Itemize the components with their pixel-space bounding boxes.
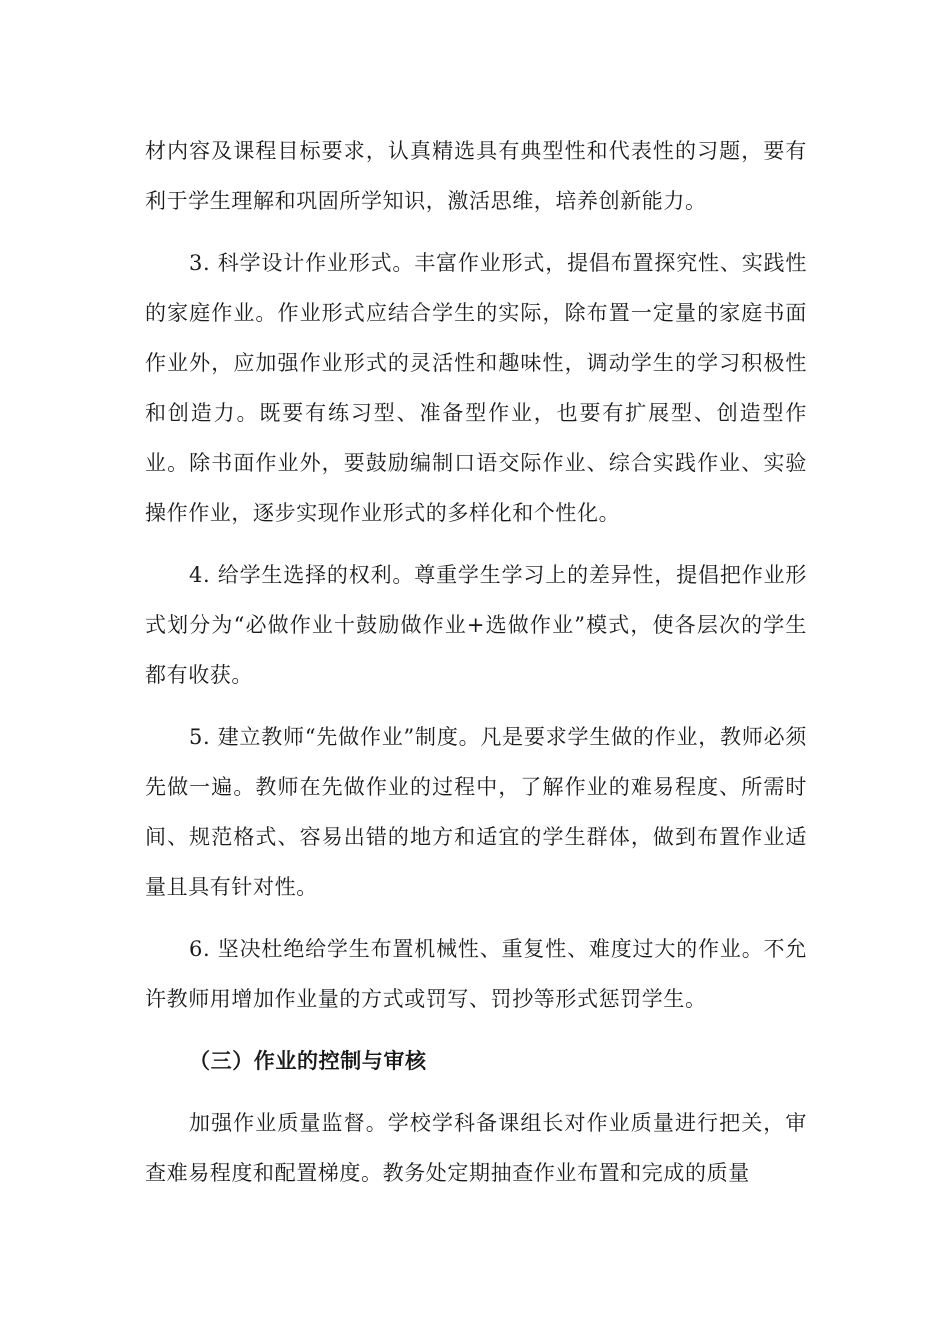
paragraph-item-6: 6. 坚决杜绝给学生布置机械性、重复性、难度过大的作业。不允许教师用增加作业量的方式或罚写、罚抄等形式惩罚学生。 — [145, 937, 807, 1011]
paragraph-item-4: 4. 给学生选择的权利。尊重学生学习上的差异性，提倡把作业形式划分为“必做作业十鼓励做作业+选做作业”模式，使各层次的学生都有收获。 — [145, 563, 807, 687]
paragraph-item-3: 3. 科学设计作业形式。丰富作业形式，提倡布置探究性、实践性的家庭作业。作业形式应结合学生的实际，除布置一定量的家庭书面作业外，应加强作业形式的灵活性和趣味性，调动学生的学习积极性和创造力。既要有练习型、准备型作业，也要有扩展型、创造型作业。除书面作业外，要鼓励编制口语交际作业、综合实践作业、实验操作作业，逐步实现作业形式的多样化和个性化。 — [145, 251, 807, 525]
section-heading: （三）作业的控制与审核 — [189, 1048, 427, 1073]
paragraph-item-5: 5. 建立教师“先做作业”制度。凡是要求学生做的作业，教师必须先做一遍。教师在先做作业的过程中，了解作业的难易程度、所需时间、规范格式、容易出错的地方和适宜的学生群体，做到布置作业适量且具有针对性。 — [145, 725, 807, 899]
paragraph-continuation: 材内容及课程目标要求，认真精选具有典型性和代表性的习题，要有利于学生理解和巩固所学知识，激活思维，培养创新能力。 — [145, 139, 807, 213]
document-page — [145, 126, 807, 1210]
paragraph-supervision: 加强作业质量监督。学校学科备课组长对作业质量进行把关，审查难易程度和配置梯度。教务处定期抽查作业布置和完成的质量 — [145, 1111, 807, 1185]
